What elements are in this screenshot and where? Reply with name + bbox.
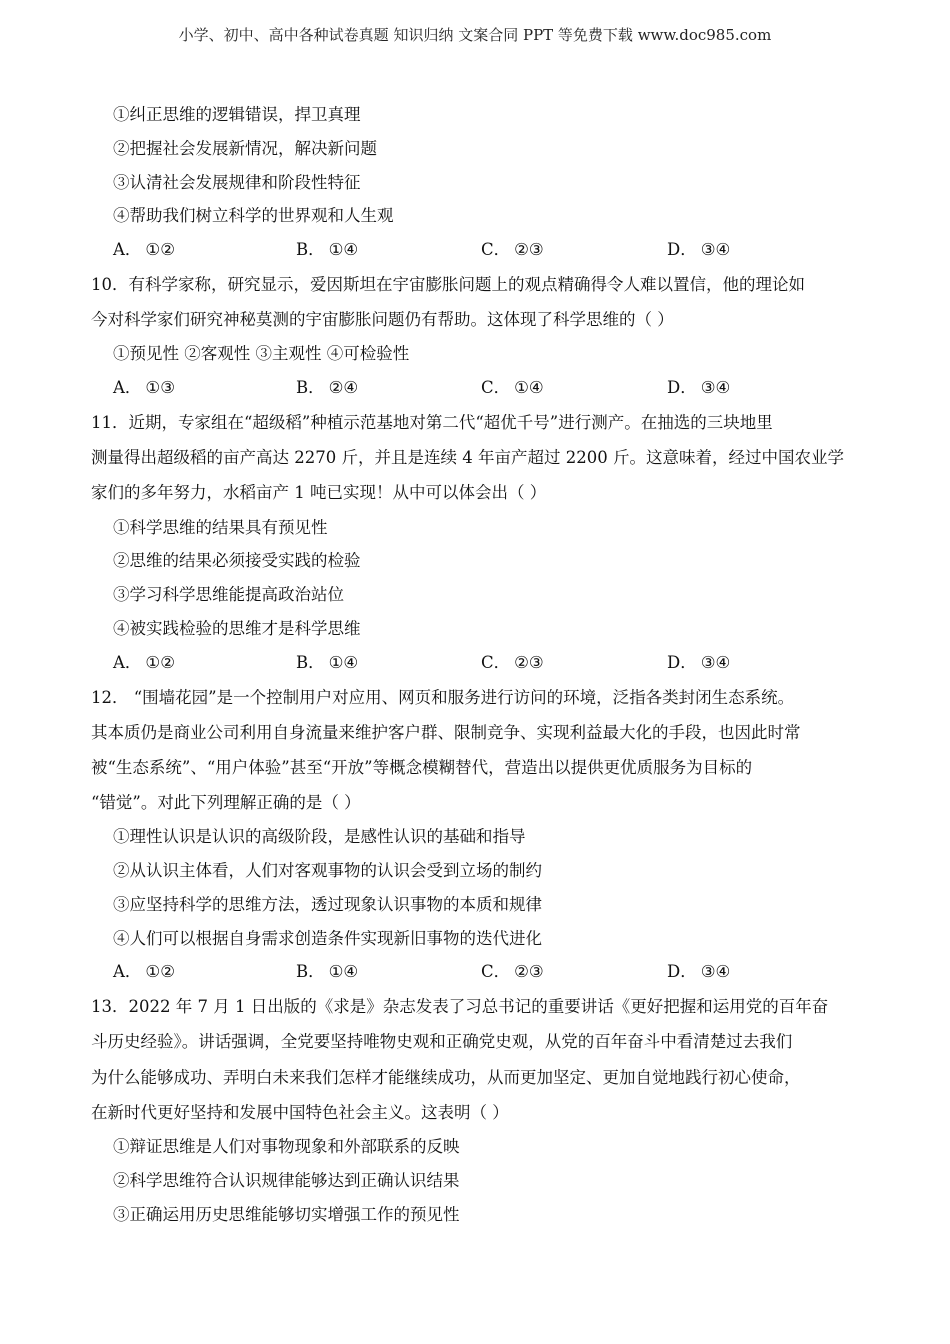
option-line: ①预见性 ②客观性 ③主观性 ④可检验性 (113, 344, 410, 364)
option-line: ③正确运用历史思维能够切实增强工作的预见性 (113, 1204, 460, 1224)
option-line: ①辩证思维是人们对事物现象和外部联系的反映 (113, 1136, 460, 1156)
choice-b: B． ②④ (296, 378, 359, 398)
option-line: ④人们可以根据自身需求创造条件实现新旧事物的迭代进化 (113, 928, 542, 948)
question-text: 家们的多年努力，水稻亩产 1 吨已实现！从中可以体会出（ ） (91, 483, 547, 503)
question-10 (91, 267, 871, 405)
question-text: 今对科学家们研究神秘莫测的宇宙膨胀问题仍有帮助。这体现了科学思维的（ ） (91, 310, 674, 330)
page-header: 小学、初中、高中各种试卷真题 知识归纳 文案合同 PPT 等免费下载 www.doc985.com (178, 26, 772, 44)
option-line: ②把握社会发展新情况，解决新问题 (113, 138, 377, 158)
answer-choices (91, 646, 871, 680)
answer-choices (91, 371, 871, 405)
choice-d: D． ③④ (667, 378, 731, 398)
question-text: 13．2022 年 7 月 1 日出版的《求是》杂志发表了习总书记的重要讲话《更好把握和运用党的百年奋 (91, 997, 829, 1017)
option-line: ③应坚持科学的思维方法，透过现象认识事物的本质和规律 (113, 894, 542, 914)
question-text: 11．近期，专家组在“超级稻”种植示范基地对第二代“超优千号”进行测产。在抽选的三块地里 (91, 412, 773, 432)
option-line: ②从认识主体看，人们对客观事物的认识会受到立场的制约 (113, 861, 542, 881)
option-line: ①纠正思维的逻辑错误，捍卫真理 (113, 105, 361, 124)
question-9 (91, 98, 871, 267)
question-text: 10．有科学家称，研究显示，爱因斯坦在宇宙膨胀问题上的观点精确得令人难以置信，他的理论如 (91, 274, 805, 294)
question-text: 斗历史经验》。讲话强调，全党要坚持唯物史观和正确党史观，从党的百年奋斗中看清楚过去我们 (91, 1032, 793, 1052)
answer-choices (91, 233, 871, 267)
question-text: 在新时代更好坚持和发展中国特色社会主义。这表明（ ） (91, 1102, 509, 1122)
choice-c: C． ①④ (481, 378, 544, 398)
question-text: “错觉”。对此下列理解正确的是（ ） (91, 793, 361, 813)
option-line: ②思维的结果必须接受实践的检验 (113, 551, 361, 571)
question-text: 测量得出超级稻的亩产高达 2270 斤，并且是连续 4 年亩产超过 2200 斤。这意味着，经过中国农业学 (91, 448, 844, 468)
option-line: ④帮助我们树立科学的世界观和人生观 (113, 206, 394, 226)
option-line: ②科学思维符合认识规律能够达到正确认识结果 (113, 1170, 460, 1190)
choice-b: B． ①④ (296, 240, 359, 260)
choice-b: B． ①④ (296, 652, 359, 672)
question-text: 其本质仍是商业公司利用自身流量来维护客户群、限制竞争、实现利益最大化的手段，也因此时常 (91, 722, 801, 742)
choice-a: A． ①③ (113, 378, 176, 398)
exam-content (91, 98, 871, 1231)
question-text: 12． “围墙花园”是一个控制用户对应用、网页和服务进行访问的环境，泛指各类封闭生态系统。 (91, 687, 795, 707)
question-13 (91, 989, 871, 1231)
option-line: ①理性认识是认识的高级阶段，是感性认识的基础和指导 (113, 827, 526, 847)
choice-b: B． ①④ (296, 962, 359, 982)
choice-c: C． ②③ (481, 652, 544, 672)
question-11 (91, 405, 871, 680)
choice-d: D． ③④ (667, 240, 731, 260)
choice-d: D． ③④ (667, 652, 731, 672)
question-12 (91, 680, 871, 990)
choice-a: A． ①② (113, 240, 176, 260)
choice-a: A． ①② (113, 652, 176, 672)
question-text: 为什么能够成功、弄明白未来我们怎样才能继续成功，从而更加坚定、更加自觉地践行初心使命， (91, 1067, 801, 1087)
answer-choices (91, 955, 871, 989)
choice-d: D． ③④ (667, 962, 731, 982)
option-line: ④被实践检验的思维才是科学思维 (113, 618, 361, 638)
option-line: ③认清社会发展规律和阶段性特征 (113, 172, 361, 192)
option-line: ①科学思维的结果具有预见性 (113, 517, 328, 537)
choice-a: A． ①② (113, 962, 176, 982)
choice-c: C． ②③ (481, 962, 544, 982)
question-text: 被“生态系统”、“用户体验”甚至“开放”等概念模糊替代，营造出以提供更优质服务为目标的 (91, 757, 753, 777)
choice-c: C． ②③ (481, 240, 544, 260)
option-line: ③学习科学思维能提高政治站位 (113, 585, 344, 605)
